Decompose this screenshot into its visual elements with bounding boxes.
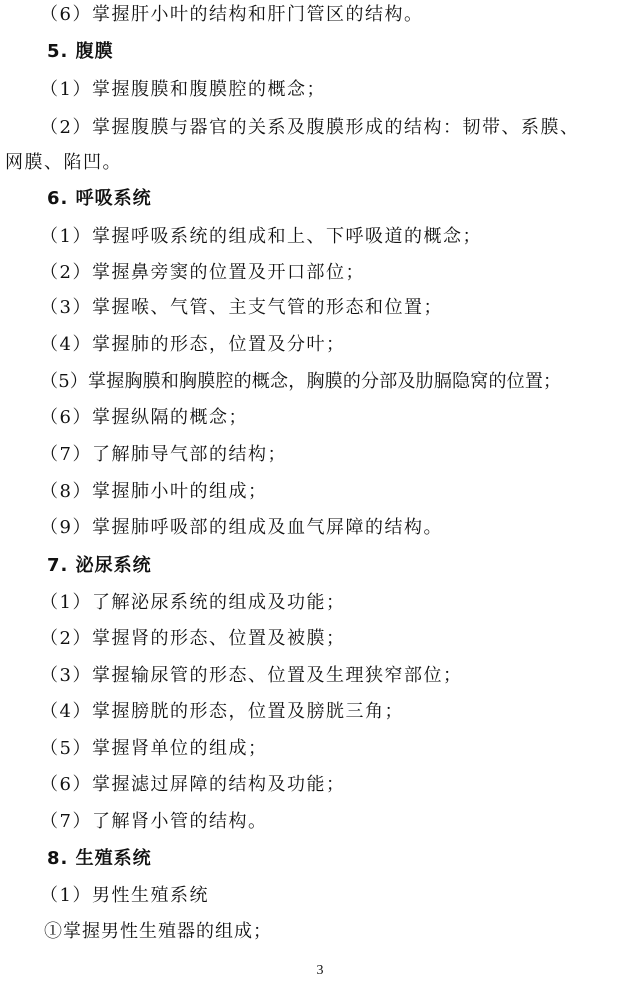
list-item: （5）掌握肾单位的组成； xyxy=(40,738,268,759)
list-item: （4）掌握肺的形态，位置及分叶； xyxy=(40,334,346,355)
list-item: （1）掌握腹膜和腹膜腔的概念； xyxy=(40,79,326,100)
list-item: （4）掌握膀胱的形态，位置及膀胱三角； xyxy=(40,701,404,722)
section-heading: 6. 呼吸系统 xyxy=(47,188,152,209)
list-item: （7）了解肾小管的结构。 xyxy=(40,811,268,832)
list-item: （3）掌握输尿管的形态、位置及生理狭窄部位； xyxy=(40,665,463,686)
list-item: （3）掌握喉、气管、主支气管的形态和位置； xyxy=(40,297,443,318)
list-item: （5）掌握胸膜和胸膜腔的概念，胸膜的分部及肋膈隐窝的位置； xyxy=(40,371,562,392)
section-heading: 5. 腹膜 xyxy=(47,41,114,62)
list-item: （6）掌握纵隔的概念； xyxy=(40,407,248,428)
list-item: （2）掌握腹膜与器官的关系及腹膜形成的结构：韧带、系膜、 xyxy=(40,117,580,138)
list-item: （7）了解肺导气部的结构； xyxy=(40,444,287,465)
section-heading: 7. 泌尿系统 xyxy=(47,555,152,576)
list-item: （1）男性生殖系统 xyxy=(40,885,209,906)
list-item: （1）了解泌尿系统的组成及功能； xyxy=(40,592,346,613)
list-item: （9）掌握肺呼吸部的组成及血气屏障的结构。 xyxy=(40,517,443,538)
section-heading: 8. 生殖系统 xyxy=(47,848,152,869)
list-item: （6）掌握滤过屏障的结构及功能； xyxy=(40,774,346,795)
page-number: 3 xyxy=(316,963,324,978)
list-item-continuation: 网膜、陷凹。 xyxy=(5,152,122,173)
list-item: （6）掌握肝小叶的结构和肝门管区的结构。 xyxy=(40,4,424,25)
list-item: （1）掌握呼吸系统的组成和上、下呼吸道的概念； xyxy=(40,226,482,247)
list-item: （8）掌握肺小叶的组成； xyxy=(40,481,268,502)
list-item: （2）掌握肾的形态、位置及被膜； xyxy=(40,628,346,649)
list-item: （2）掌握鼻旁窦的位置及开口部位； xyxy=(40,262,365,283)
sub-list-item: ①掌握男性生殖器的组成； xyxy=(44,921,272,942)
